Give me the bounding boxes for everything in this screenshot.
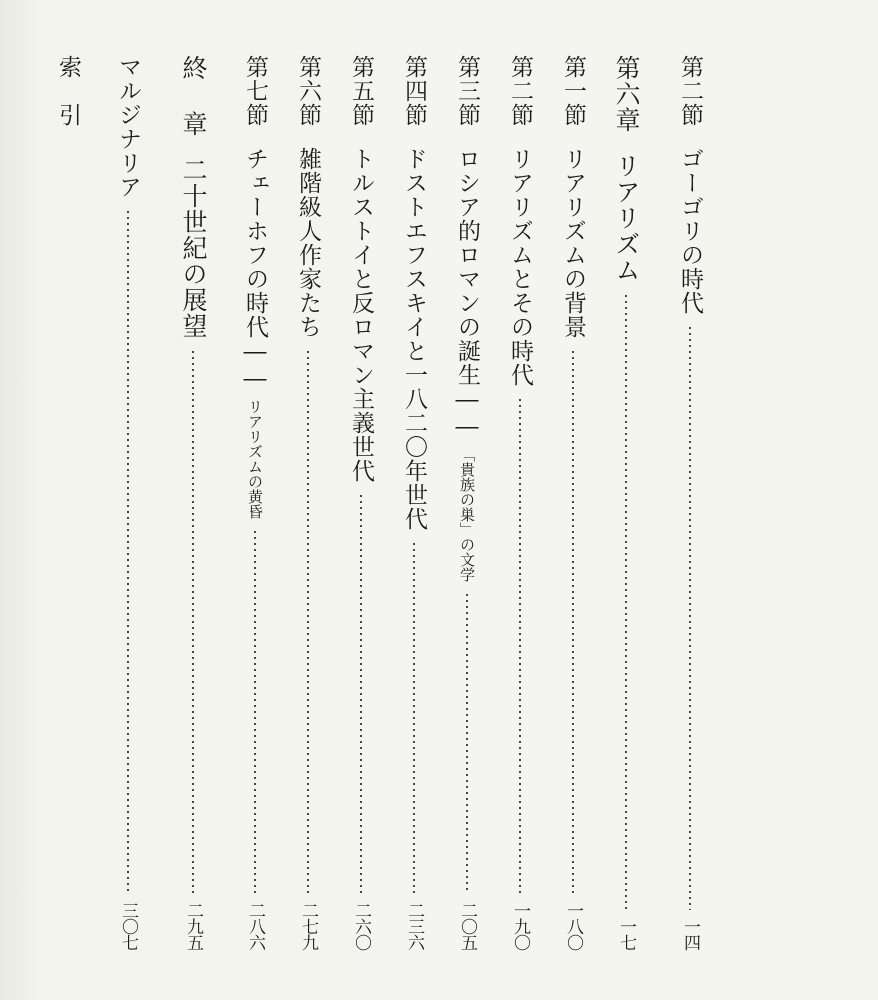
- dot-leader: [413, 541, 415, 894]
- page-number: 一四: [680, 918, 700, 950]
- page-number: 二六〇: [351, 902, 371, 950]
- toc-entry[interactable]: [341, 55, 381, 950]
- toc-chapter-entry[interactable]: [173, 55, 213, 950]
- page-number: 二八六: [245, 902, 265, 950]
- index-title: 索 引: [55, 55, 81, 127]
- dot-leader: [192, 349, 194, 894]
- section-title: リアリズムの背景: [560, 147, 586, 339]
- dot-leader: [360, 493, 362, 894]
- section-subtitle: 「貴族の巣」の文学: [458, 447, 476, 582]
- section-number: 第七節: [242, 55, 268, 127]
- dot-leader: [466, 592, 468, 894]
- page-number: 一八〇: [563, 902, 583, 950]
- section-subtitle: リアリズムの黄昏: [246, 399, 264, 519]
- section-number: 第二節: [677, 55, 703, 127]
- section-number: 第三節: [454, 55, 480, 127]
- dot-leader: [127, 209, 129, 894]
- toc-entry[interactable]: [670, 55, 710, 950]
- toc-chapter-entry[interactable]: [606, 55, 646, 950]
- chapter-title: リアリズム: [612, 153, 641, 283]
- dot-leader: [625, 293, 627, 910]
- toc-entry[interactable]: [394, 55, 434, 950]
- section-title: 雑階級人作家たち: [295, 147, 321, 339]
- dot-leader: [572, 349, 574, 894]
- toc-entry[interactable]: [447, 55, 487, 950]
- toc-entry[interactable]: [553, 55, 593, 950]
- section-title: ロシア的ロマンの誕生――: [454, 147, 480, 441]
- page-number: 二七九: [298, 902, 318, 950]
- dot-leader: [519, 397, 521, 894]
- dot-leader: [254, 529, 256, 894]
- section-number: 第四節: [401, 55, 427, 127]
- toc-index-entry[interactable]: [48, 55, 88, 950]
- page-number: 二〇五: [457, 902, 477, 950]
- chapter-title: 二十世紀の展望: [179, 157, 208, 339]
- section-title: ドストエフスキイと一八二〇年世代: [401, 147, 427, 531]
- chapter-number: 終 章: [179, 55, 208, 137]
- toc-entry[interactable]: [235, 55, 275, 950]
- page-number: 一七: [616, 918, 636, 950]
- page-number: 三〇七: [118, 902, 138, 950]
- appendix-title: マルジナリア: [115, 55, 141, 199]
- page-number: 一九〇: [510, 902, 530, 950]
- section-number: 第六節: [295, 55, 321, 127]
- section-number: 第五節: [348, 55, 374, 127]
- toc-appendix-entry[interactable]: [108, 55, 148, 950]
- section-number: 第一節: [560, 55, 586, 127]
- page-number: 二九五: [183, 902, 203, 950]
- section-title: チェーホフの時代――: [242, 147, 268, 393]
- dot-leader: [307, 349, 309, 894]
- dot-leader: [689, 325, 691, 910]
- toc-entry[interactable]: [288, 55, 328, 950]
- section-number: 第二節: [507, 55, 533, 127]
- page-number: 二三六: [404, 902, 424, 950]
- chapter-number: 第六章: [612, 55, 641, 133]
- section-title: トルストイと反ロマン主義世代: [348, 147, 374, 483]
- toc-entry[interactable]: [500, 55, 540, 950]
- section-title: ゴーゴリの時代: [677, 147, 703, 315]
- section-title: リアリズムとその時代: [507, 147, 533, 387]
